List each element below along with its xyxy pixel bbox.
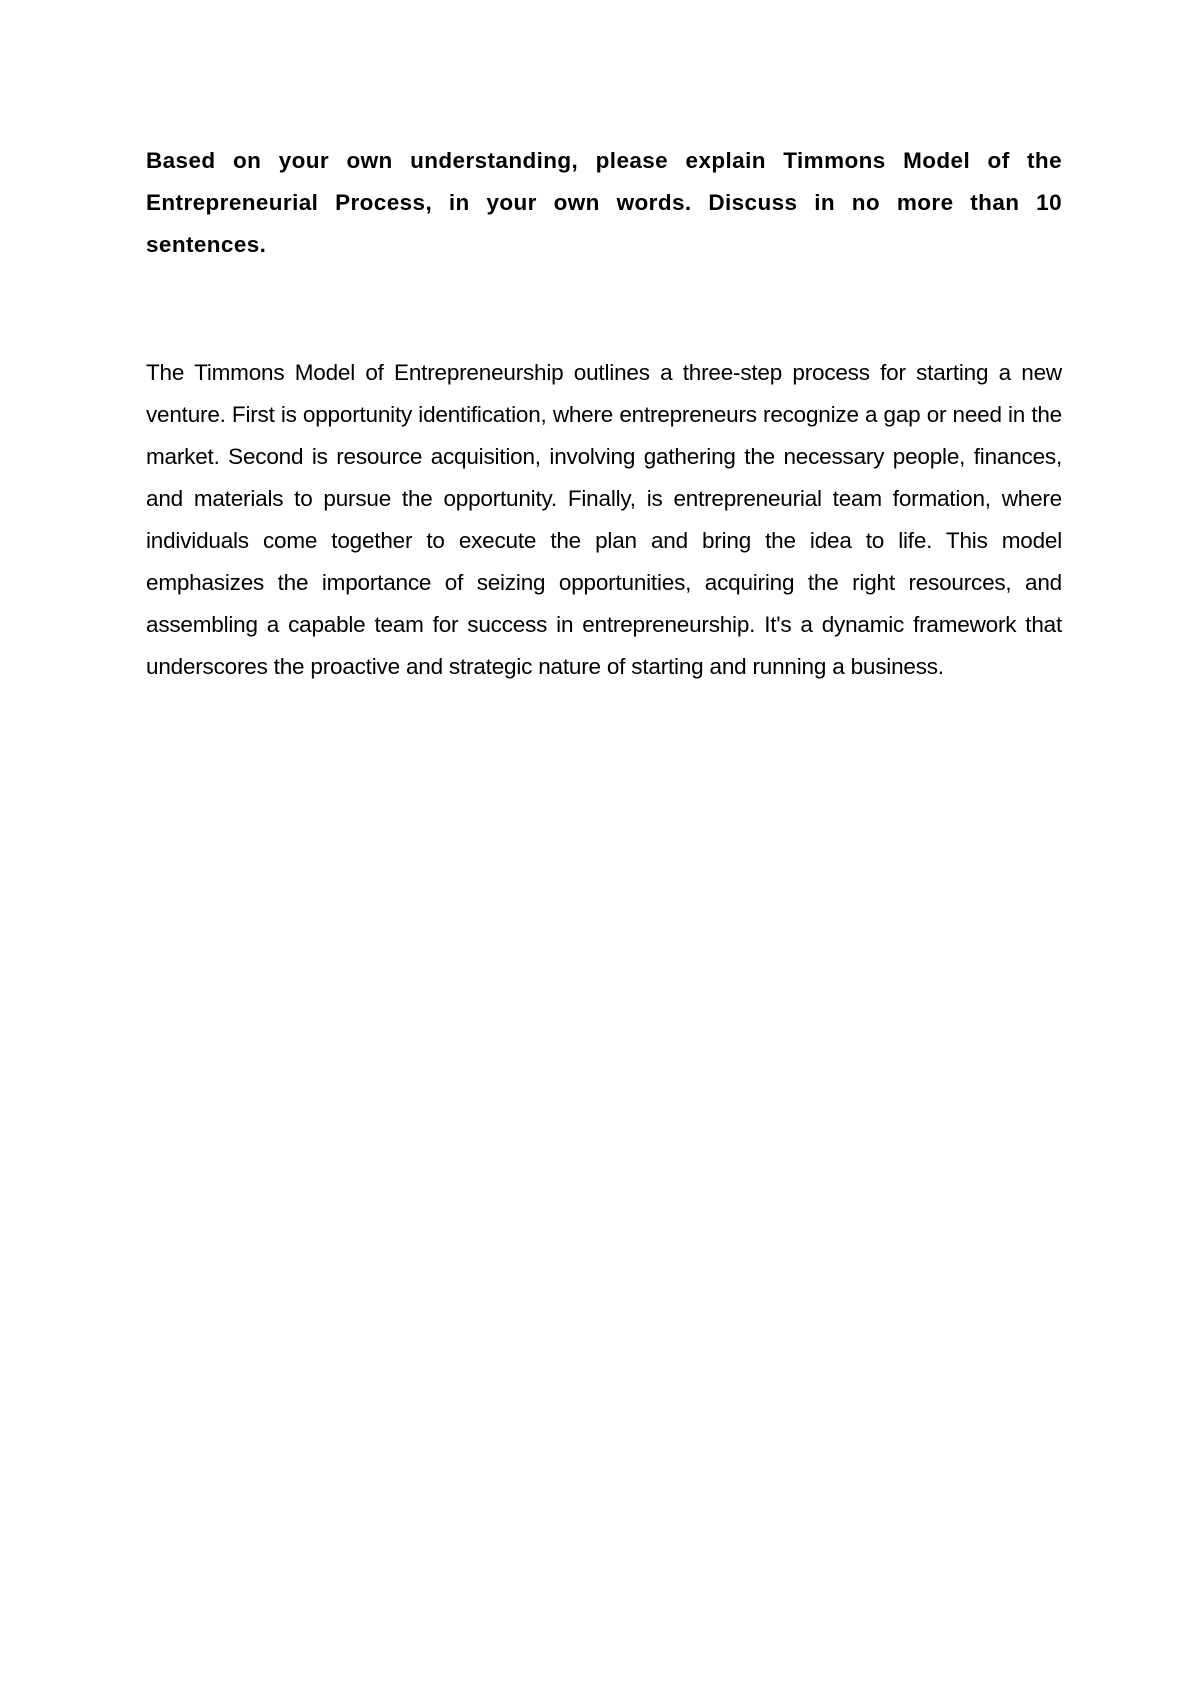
answer-paragraph: The Timmons Model of Entrepreneurship outlines a three-step process for starting a new venture. First is opportunity identification, where entrepreneurs recognize a gap or need in the market. Second is resource acquisition, involving gathering the necessary people, finances, and materials to pursue the opportunity. Finally, is entrepreneurial team formation, where individuals come together to execute the plan and bring the idea to life. This model emphasizes the importance of seizing opportunities, acquiring the right resources, and assembling a capable team for success in entrepreneurship. It's a dynamic framework that underscores the proactive and strategic nature of starting and running a business. (146, 360, 1062, 679)
question-prompt: Based on your own understanding, please explain Timmons Model of the Entrepreneurial Process, in your own words. Discuss in no more than 10 sentences. (146, 148, 1062, 257)
document-body (146, 140, 1062, 688)
